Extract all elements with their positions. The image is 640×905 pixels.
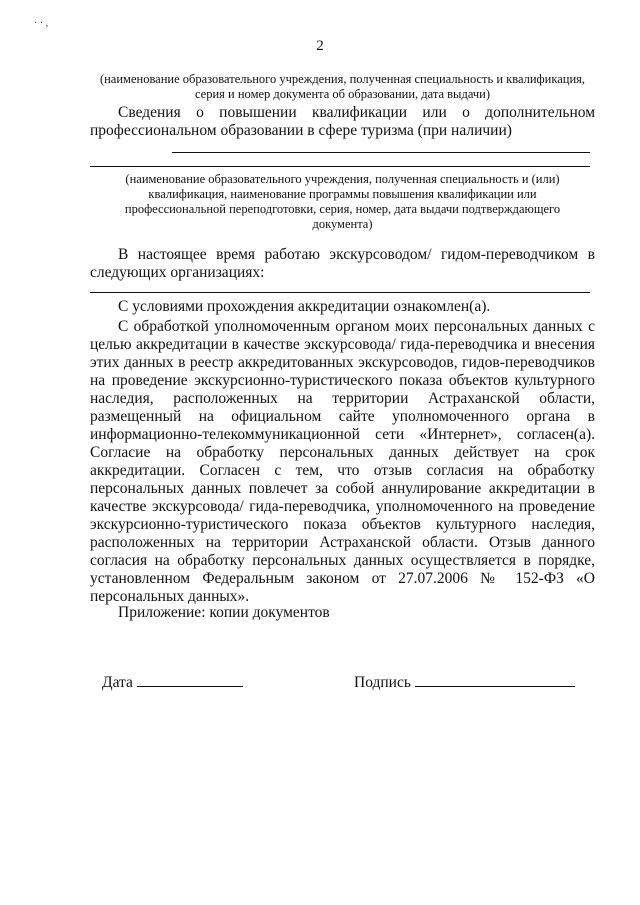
qualification-fill-line-1 — [172, 152, 590, 153]
personal-data-consent: С обработкой уполномоченным органом моих персональных данных с целью аккредитации в качестве экскурсовода/ гида-переводчика и внесения этих данных в реестр аккредитованных экскурсоводов, гидов-переводчиков на проведение экскурсионно-туристического показа объектов культурного наследия, расположенных на территории Астраханской области, размещенный на официальном сайте уполномоченного органа в информационно-телекоммуникационной сети «Интернет», согласен(а). Согласие на обработку персональных данных действует на срок аккредитации. Согласен с тем, что отзыв согласия на обработку персональных данных повлечет за собой аннулирование аккредитации в качестве экскурсовода/ гида-переводчика, уполномоченного на проведение экскурсионно-туристического показа объектов культурного наследия, расположенных на территории Астраханской области. Отзыв данного согласия на обработку персональных данных осуществляется в порядке, установленном Федеральным законом от 27.07.2006 № 152-ФЗ «О персональных данных». — [90, 318, 595, 605]
education-caption-line-1: (наименование образовательного учреждения, полученная специальность и квалификация, — [99, 72, 586, 86]
page-number: 2 — [316, 38, 324, 54]
qualification-statement: Сведения о повышении квалификации или о дополнительном профессиональном образовании в сфере туризма (при наличии) — [90, 104, 595, 139]
qualification-caption: (наименование образовательного учреждения, полученная специальность и (или) квалификация, наименование программы повышения квалификации или профессиональной переподготовки, серия, номер, дата выдачи подтверждающего документа) — [124, 172, 561, 231]
signature-label: Подпись — [354, 674, 411, 691]
employment-fill-line — [90, 292, 590, 293]
accreditation-acknowledgement: С условиями прохождения аккредитации ознакомлен(а). — [118, 298, 491, 315]
signature-field — [354, 674, 575, 692]
qualification-fill-line-2 — [90, 166, 590, 167]
scan-speck: · · , — [34, 18, 49, 29]
date-field — [102, 674, 243, 692]
signature-line — [415, 685, 575, 687]
date-label: Дата — [102, 674, 133, 691]
date-line — [137, 685, 243, 687]
attachment-note: Приложение: копии документов — [118, 604, 330, 621]
education-caption-line-2: серия и номер документа об образовании, дата выдачи) — [194, 87, 491, 101]
employment-statement: В настоящее время работаю экскурсоводом/ гидом-переводчиком в следующих организациях: — [90, 246, 595, 281]
education-caption — [90, 72, 595, 102]
